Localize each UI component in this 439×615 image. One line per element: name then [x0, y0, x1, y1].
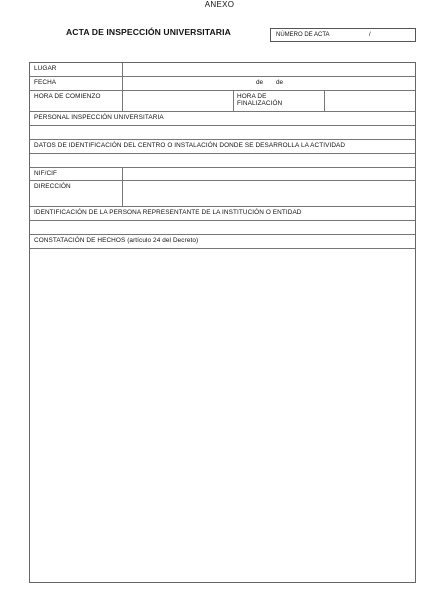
label-fecha: FECHA	[34, 79, 57, 86]
field-direccion[interactable]	[123, 181, 415, 206]
row-representante-label	[30, 207, 415, 221]
field-personal[interactable]	[30, 126, 415, 140]
field-constatacion[interactable]	[30, 249, 415, 582]
act-number-label: NÚMERO DE ACTA	[276, 32, 330, 38]
act-number-box[interactable]	[270, 28, 416, 42]
row-constatacion-label	[30, 235, 415, 249]
fecha-de-2: de	[276, 79, 284, 86]
row-hora	[30, 91, 415, 112]
field-fecha[interactable]	[123, 77, 415, 90]
row-personal-label	[30, 112, 415, 126]
field-representante[interactable]	[30, 221, 415, 235]
label-datos-centro: DATOS DE IDENTIFICACIÓN DEL CENTRO O INSTALACIÓN DONDE SE DESARROLLA LA ACTIVIDAD	[34, 142, 346, 149]
fecha-de-1: de	[256, 79, 264, 86]
field-datos-centro[interactable]	[30, 154, 415, 168]
label-personal: PERSONAL INSPECCIÓN UNIVERSITARIA	[34, 114, 164, 121]
inspection-form	[29, 62, 416, 583]
label-direccion: DIRECCIÓN	[34, 183, 71, 190]
divider	[233, 91, 234, 111]
field-hora-finalizacion[interactable]	[325, 91, 415, 111]
label-lugar: LUGAR	[34, 65, 57, 72]
field-hora-comienzo[interactable]	[123, 91, 233, 111]
row-direccion	[30, 181, 415, 207]
row-fecha	[30, 77, 415, 91]
row-lugar	[30, 63, 415, 77]
field-nif[interactable]	[123, 168, 415, 180]
label-hora-comienzo: HORA DE COMIENZO	[34, 93, 101, 100]
row-datos-centro-label	[30, 140, 415, 154]
row-nif	[30, 168, 415, 181]
field-lugar[interactable]	[123, 63, 415, 76]
label-constatacion: CONSTATACIÓN DE HECHOS (artículo 24 del Decreto)	[34, 237, 199, 244]
page-title: ACTA DE INSPECCIÓN UNIVERSITARIA	[66, 27, 231, 37]
label-representante: IDENTIFICACIÓN DE LA PERSONA REPRESENTANTE DE LA INSTITUCIÓN O ENTIDAD	[34, 209, 302, 216]
label-nif: NIF/CIF	[34, 170, 58, 177]
annex-heading: ANEXO	[204, 0, 235, 9]
label-hora-finalizacion: HORA DE FINALIZACIÓN	[237, 93, 283, 107]
act-number-slash: /	[369, 32, 371, 38]
